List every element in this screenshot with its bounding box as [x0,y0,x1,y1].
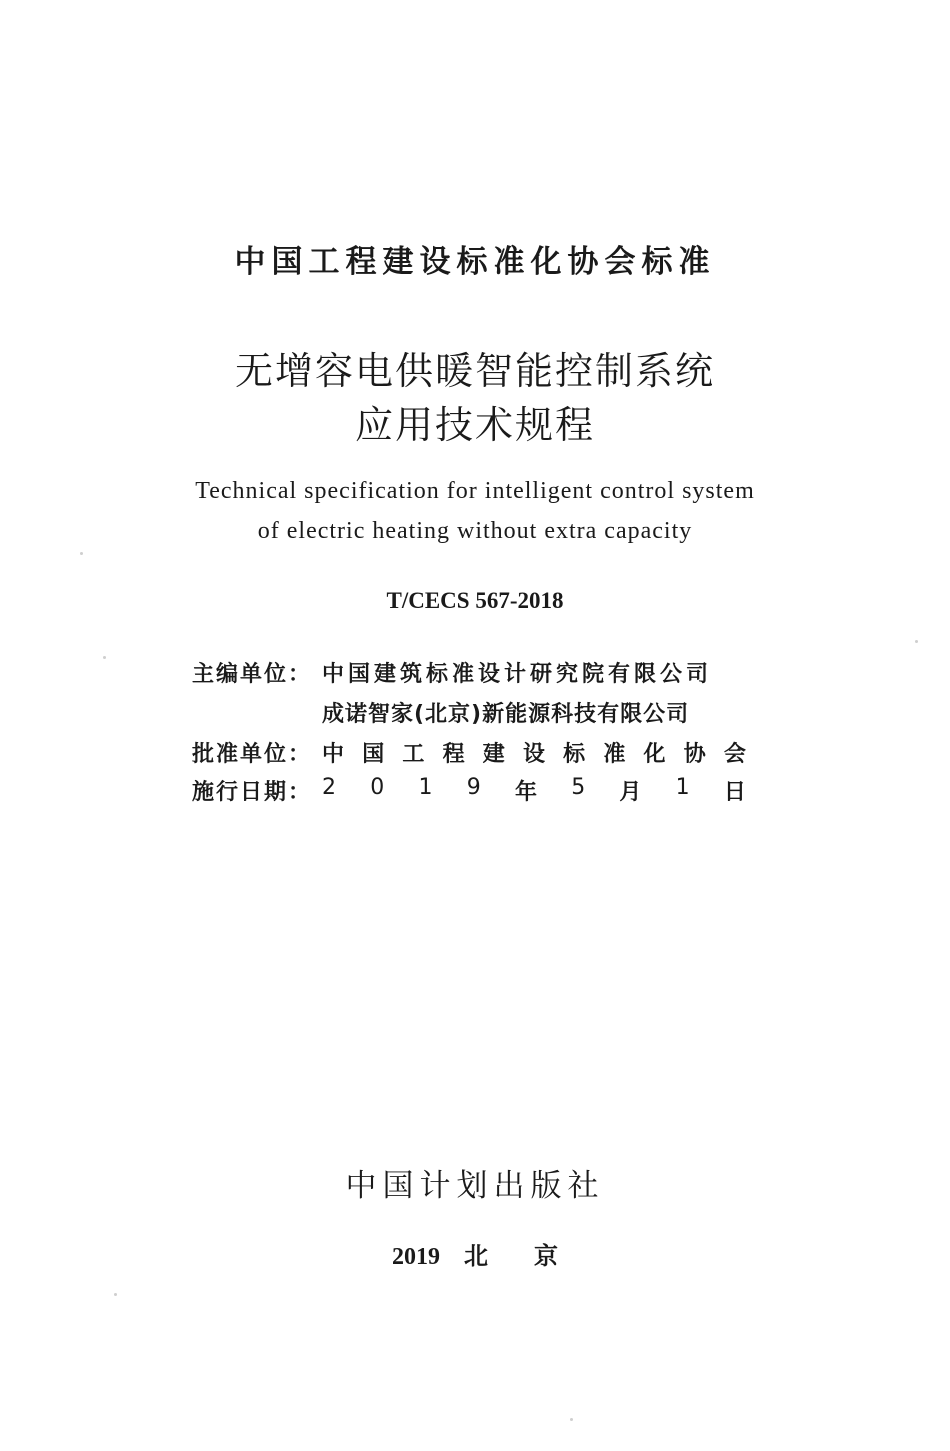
approval-char: 程 [442,741,465,767]
approval-row [192,737,746,767]
date-char: 年 [514,779,537,805]
title-cn-line-2: 应用技术规程 [354,403,595,447]
approval-char: 会 [723,741,746,767]
chief-editor-label: 主编单位： [192,661,313,687]
approval-unit [322,737,746,768]
title-en-line-1: Technical specification for intelligent control system [195,478,755,504]
date-char: 1 [675,774,690,800]
date-char: 5 [571,774,586,800]
publisher: 中国计划出版社 [345,1168,605,1204]
date-char: 9 [466,774,481,800]
date-char: 0 [370,774,385,800]
scan-speck [114,1293,117,1296]
effective-date [322,775,746,806]
scan-speck [80,552,83,555]
title-en-line-2: of electric heating without extra capacity [257,518,693,544]
date-char: 1 [418,774,433,800]
publication-year: 2019 [392,1244,440,1270]
effective-date-label: 施行日期： [192,779,313,805]
publication-city-char: 北 [464,1242,488,1270]
approval-char: 建 [482,741,505,767]
approval-char: 协 [683,741,706,767]
chief-editor-row [192,657,712,687]
scan-speck [915,640,918,643]
approval-char: 中 [322,741,345,767]
approval-char: 设 [522,741,545,767]
chief-editor-row-2 [322,697,689,727]
approval-char: 化 [643,741,666,767]
effective-date-row [192,775,746,805]
publication-place-year [0,1236,950,1271]
approval-label: 批准单位： [192,741,313,767]
chief-editor-unit-1: 中国建筑标准设计研究院有限公司 [322,661,713,687]
chief-editor-unit-2: 成诺智家(北京)新能源科技有限公司 [322,701,690,727]
publication-city-char: 京 [534,1242,558,1270]
date-char: 2 [322,774,336,800]
title-cn-line-1: 无增容电供暖智能控制系统 [234,349,715,393]
approval-char: 国 [362,741,385,767]
approval-char: 准 [603,741,626,767]
approval-char: 标 [563,741,586,767]
standard-code: T/CECS 567-2018 [386,588,564,613]
date-char: 日 [723,779,746,805]
scan-speck [103,656,106,659]
approval-char: 工 [402,741,425,767]
date-char: 月 [619,779,642,805]
scan-speck [570,1418,573,1421]
series-title: 中国工程建设标准化协会标准 [234,244,716,280]
